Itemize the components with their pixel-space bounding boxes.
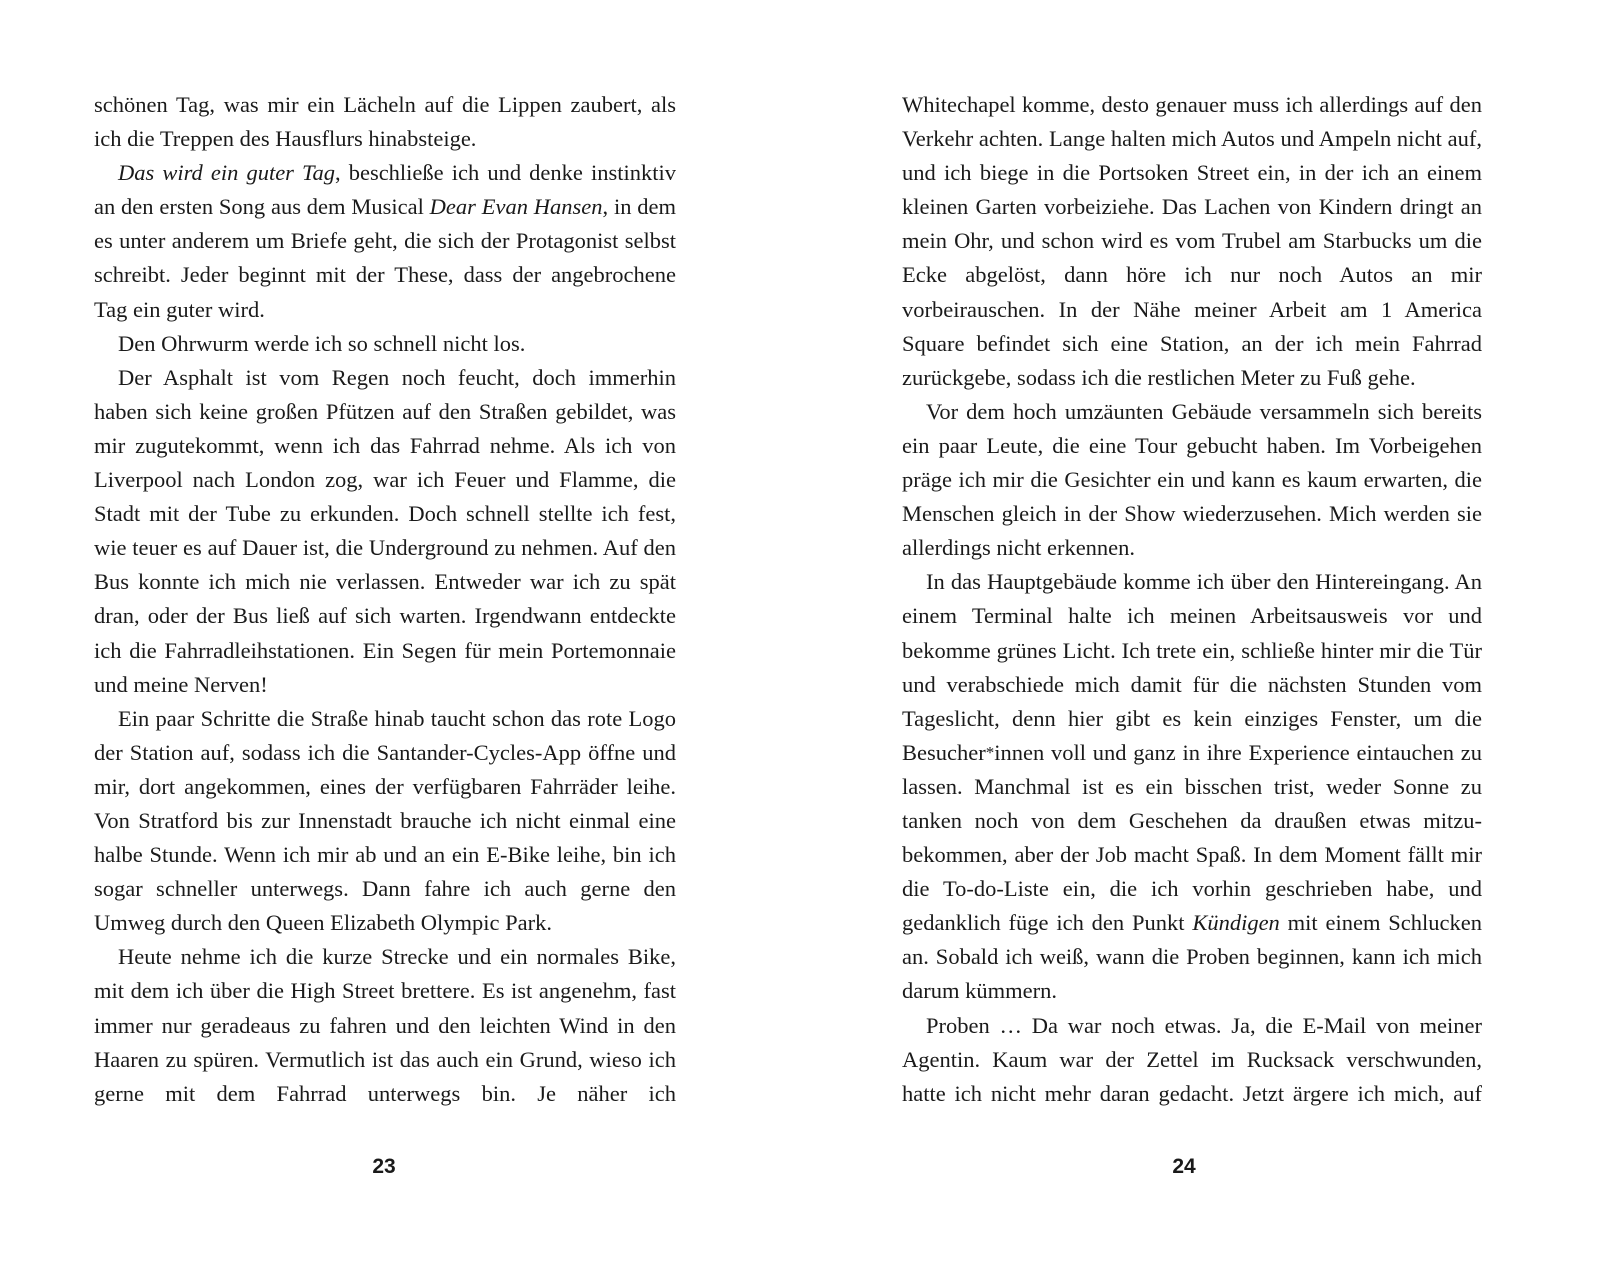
left-page-text: [94, 88, 676, 1111]
italic-word: Kündigen: [1192, 910, 1280, 936]
paragraph: Das wird ein guter Tag, beschließe ich und denke instinktiv an den ersten Song aus dem Musical Dear Evan Hansen, in dem es unter anderem um Briefe geht, die sich der Protagonist selbst schreibt. Jeder beginnt mit der These, dass der angebrochene Tag ein guter wird.: [94, 160, 677, 322]
right-page: [800, 0, 1600, 1274]
paragraph: Den Ohrwurm werde ich so schnell nicht los.: [118, 330, 526, 356]
italic-phrase: Das wird ein guter Tag: [118, 160, 335, 186]
paragraph: Vor dem hoch umzäunten Gebäude versammeln sich bereits ein paar Leute, die eine Tour gebucht haben. Im Vorbeigehen präge ich mir die Gesichter ein und kann es kaum erwarten, die Menschen gleich in der Show wiederzusehen. Mich werden sie allerdings nicht erkennen.: [902, 398, 1482, 561]
paragraph: Heute nehme ich die kurze Strecke und ein normales Bike, mit dem ich über die High Street brettere. Es ist angenehm, fast immer nur geradeaus zu fahren und den leichten Wind in den Haaren zu spüren. Vermutlich ist das auch ein Grund, wieso ich gerne mit dem Fahrrad unterwegs bin. Je näher ich: [94, 944, 676, 1106]
paragraph: schönen Tag, was mir ein Lächeln auf die Lippen zaubert, als ich die Treppen des Hausflurs hinabsteige.: [94, 92, 676, 152]
page-number: 23: [372, 1155, 396, 1178]
paragraph: Ein paar Schritte die Straße hinab taucht schon das rote Logo der Station auf, sodass ich die Santander-Cycles-App öffne und mir, dort angekommen, eines der verfügbaren Fahrräder leihe. Von Stratford bis zur Innenstadt brauche ich nicht einmal eine halbe Stunde. Wenn ich mir ab und an ein E-Bike leihe, bin ich sogar schneller unterwegs. Dann fahre ich auch gerne den Umweg durch den Queen Elizabeth Olympic Park.: [94, 705, 676, 936]
paragraph-text: beschließe ich und denke instinktiv an den ersten Song aus dem Musical: [94, 160, 676, 220]
paragraph-text: in dem es unter anderem um Briefe geht, die sich der Protagonist selbst schreibt. Jeder beginnt mit der These, dass der angebrochene Tag ein guter wird.: [94, 194, 677, 322]
paragraph-text: innen voll und ganz in ihre Experience eintauchen zu lassen. Manchmal ist es ein bisschen trist, weder Sonne zu tanken noch von dem Geschehen da draußen etwas mitzubekommen, aber der Job macht Spaß. In dem Moment fällt mir die To-do-Liste ein, die ich vorhin geschrieben habe, und gedanklich füge ich den Punkt: [902, 739, 1482, 936]
paragraph-text: Besucher: [902, 739, 986, 765]
right-page-text: [902, 88, 1482, 1111]
paragraph: [902, 565, 1482, 1008]
paragraph: Whitechapel komme, desto genauer muss ich allerdings auf den Verkehr achten. Lange halten mich Autos und Ampeln nicht auf, und ich biege in die Portsoken Street ein, in der ich an einem kleinen Garten vorbeiziehe. Das Lachen von Kindern dringt an mein Ohr, und schon wird es vom Trubel am Starbucks um die Ecke abgelöst, dann höre ich nur noch Autos an mir vorbeirauschen. In der Nähe meiner Arbeit am 1 America Square befindet sich eine Station, an der ich mein Fahrrad zurückgebe, sodass ich die restlichen Meter zu Fuß gehe.: [902, 92, 1482, 390]
paragraph-text: mit einem Schlucken an. Sobald ich weiß, wann die Proben beginnen, kann ich mich darum kümmern.: [902, 910, 1482, 1004]
italic-title: Dear Evan Hansen: [429, 194, 603, 220]
paragraph: Proben … Da war noch etwas. Ja, die E-Mail von meiner Agentin. Kaum war der Zettel im Rucksack verschwunden, hatte ich nicht mehr daran gedacht. Jetzt ärgere ich mich, auf: [902, 1012, 1482, 1106]
paragraph-text: In das Hauptgebäude komme ich über den Hintereingang. An einem Terminal halte ich meinen Arbeitsausweis vor und bekomme grünes Licht. Ich trete ein, schließe hinter mir die Tür und verabschiede mich damit für die nächsten Stunden vom Tageslicht, denn hier gibt es kein einziges Fenster, um die: [902, 569, 1482, 731]
page-number: 24: [1172, 1155, 1196, 1178]
paragraph: Der Asphalt ist vom Regen noch feucht, doch immerhin haben sich keine großen Pfützen auf den Straßen gebildet, was mir zugutekommt, wenn ich das Fahrrad nehme. Als ich von Liverpool nach London zog, war ich Feuer und Flamme, die Stadt mit der Tube zu erkunden. Doch schnell stellte ich fest, wie teuer es auf Dauer ist, die Underground zu nehmen. Auf den Bus konnte ich mich nie verlassen. Entweder war ich zu spät dran, oder der Bus ließ auf sich warten. Irgendwann entdeckte ich die Fahrradleihstationen. Ein Segen für mein Portemonnaie und meine Nerven!: [94, 364, 676, 697]
gender-star: *: [985, 742, 995, 762]
